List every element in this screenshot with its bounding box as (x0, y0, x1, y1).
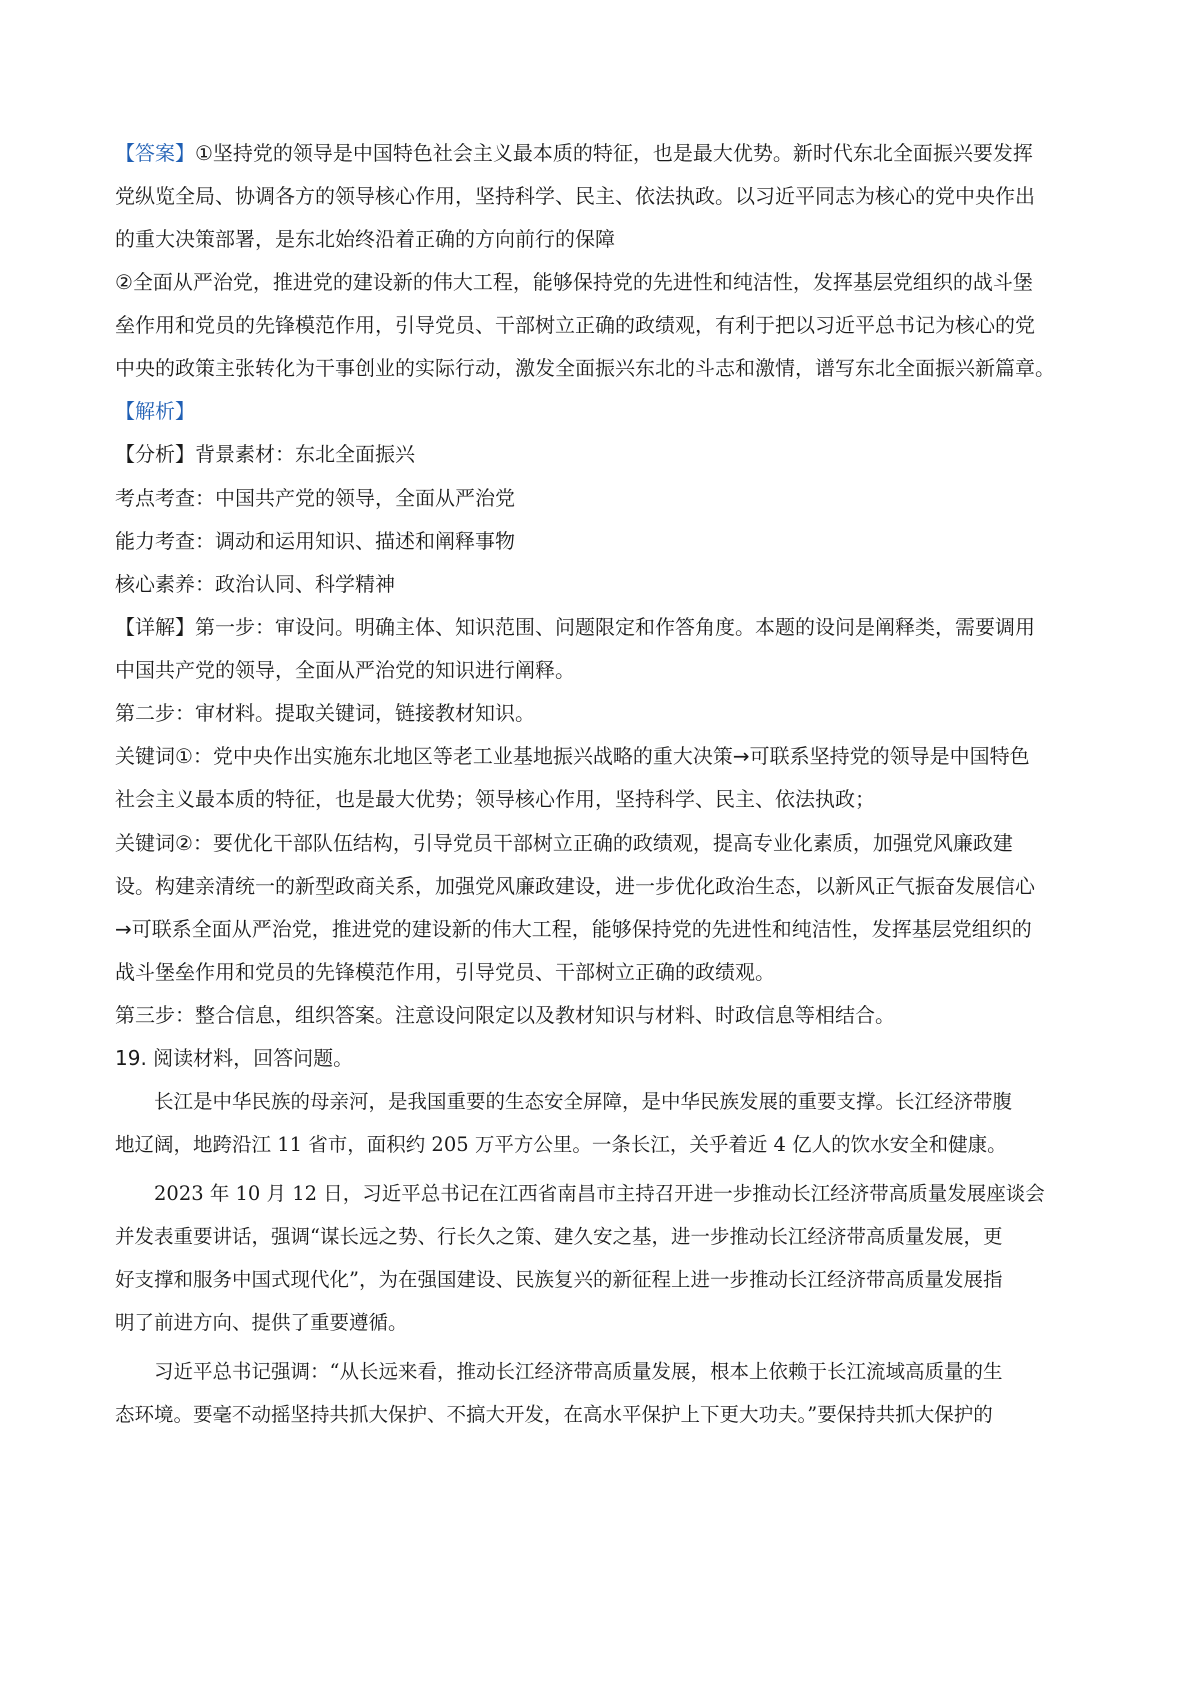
material-line-5: 好支撑和服务中国式现代化”，为在强国建设、民族复兴的新征程上进一步推动长江经济带高质量发展指 (115, 1268, 1003, 1291)
analysis-line-7: 第二步：审材料。提取关键词，链接教材知识。 (115, 701, 535, 725)
analysis-line-8: 关键词①：党中央作出实施东北地区等老工业基地振兴战略的重大决策→可联系坚持党的领导是中国特色 (115, 744, 1030, 768)
answer-line-2: 党纵览全局、协调各方的领导核心作用，坚持科学、民主、依法执政。以习近平同志为核心的党中央作出 (115, 184, 1035, 208)
analysis-line-1: 【分析】背景素材：东北全面振兴 (115, 442, 415, 466)
answer-line-1 (115, 139, 1105, 167)
material-line-3: 2023 年 10 月 12 日，习近平总书记在江西省南昌市主持召开进一步推动长江经济带高质量发展座谈会 (115, 1182, 1045, 1205)
analysis-label: 【解析】 (115, 399, 195, 423)
answer-text: ①坚持党的领导是中国特色社会主义最本质的特征，也是最大优势。新时代东北全面振兴要发挥 (195, 141, 1033, 165)
answer-line-6: 中央的政策主张转化为干事创业的实际行动，激发全面振兴东北的斗志和激情，谱写东北全面振兴新篇章。 (115, 356, 1055, 380)
analysis-line-4: 核心素养：政治认同、科学精神 (115, 572, 395, 596)
material-line-4: 并发表重要讲话，强调“谋长远之势、行长久之策、建久安之基，进一步推动长江经济带高质量发展，更 (115, 1225, 1003, 1248)
material-line-7: 习近平总书记强调：“从长远来看，推动长江经济带高质量发展，根本上依赖于长江流域高质量的生 (115, 1360, 1003, 1383)
answer-line-5: 垒作用和党员的先锋模范作用，引导党员、干部树立正确的政绩观，有利于把以习近平总书记为核心的党 (115, 313, 1035, 337)
analysis-line-6: 中国共产党的领导，全面从严治党的知识进行阐释。 (115, 658, 575, 682)
analysis-line-11: 设。构建亲清统一的新型政商关系，加强党风廉政建设，进一步优化政治生态，以新风正气振奋发展信心 (115, 874, 1035, 898)
material-line-1: 长江是中华民族的母亲河，是我国重要的生态安全屏障，是中华民族发展的重要支撑。长江经济带腹 (115, 1090, 1013, 1113)
material-line-8: 态环境。要毫不动摇坚持共抓大保护、不搞大开发，在高水平保护上下更大功夫。”要保持共抓大保护的 (115, 1403, 993, 1426)
answer-label: 【答案】 (115, 141, 195, 165)
analysis-line-13: 战斗堡垒作用和党员的先锋模范作用，引导党员、干部树立正确的政绩观。 (115, 960, 775, 984)
answer-line-4: ②全面从严治党，推进党的建设新的伟大工程，能够保持党的先进性和纯洁性，发挥基层党组织的战斗堡 (115, 270, 1033, 294)
analysis-line-3: 能力考查：调动和运用知识、描述和阐释事物 (115, 529, 515, 553)
material-line-6: 明了前进方向、提供了重要遵循。 (115, 1311, 408, 1334)
analysis-line-14: 第三步：整合信息，组织答案。注意设问限定以及教材知识与材料、时政信息等相结合。 (115, 1003, 895, 1027)
question-19-title: 19. 阅读材料，回答问题。 (115, 1046, 354, 1070)
analysis-line-10: 关键词②：要优化干部队伍结构，引导党员干部树立正确的政绩观，提高专业化素质，加强党风廉政建 (115, 831, 1013, 855)
analysis-line-12: →可联系全面从严治党，推进党的建设新的伟大工程，能够保持党的先进性和纯洁性，发挥基层党组织的 (115, 917, 1032, 941)
answer-line-3: 的重大决策部署，是东北始终沿着正确的方向前行的保障 (115, 227, 615, 251)
material-line-2: 地辽阔，地跨沿江 11 省市，面积约 205 万平方公里。一条长江，关乎着近 4 亿人的饮水安全和健康。 (115, 1133, 1007, 1156)
analysis-line-5: 【详解】第一步：审设问。明确主体、知识范围、问题限定和作答角度。本题的设问是阐释类，需要调用 (115, 615, 1035, 639)
analysis-line-2: 考点考查：中国共产党的领导，全面从严治党 (115, 486, 515, 510)
analysis-line-9: 社会主义最本质的特征，也是最大优势；领导核心作用，坚持科学、民主、依法执政； (115, 787, 875, 811)
